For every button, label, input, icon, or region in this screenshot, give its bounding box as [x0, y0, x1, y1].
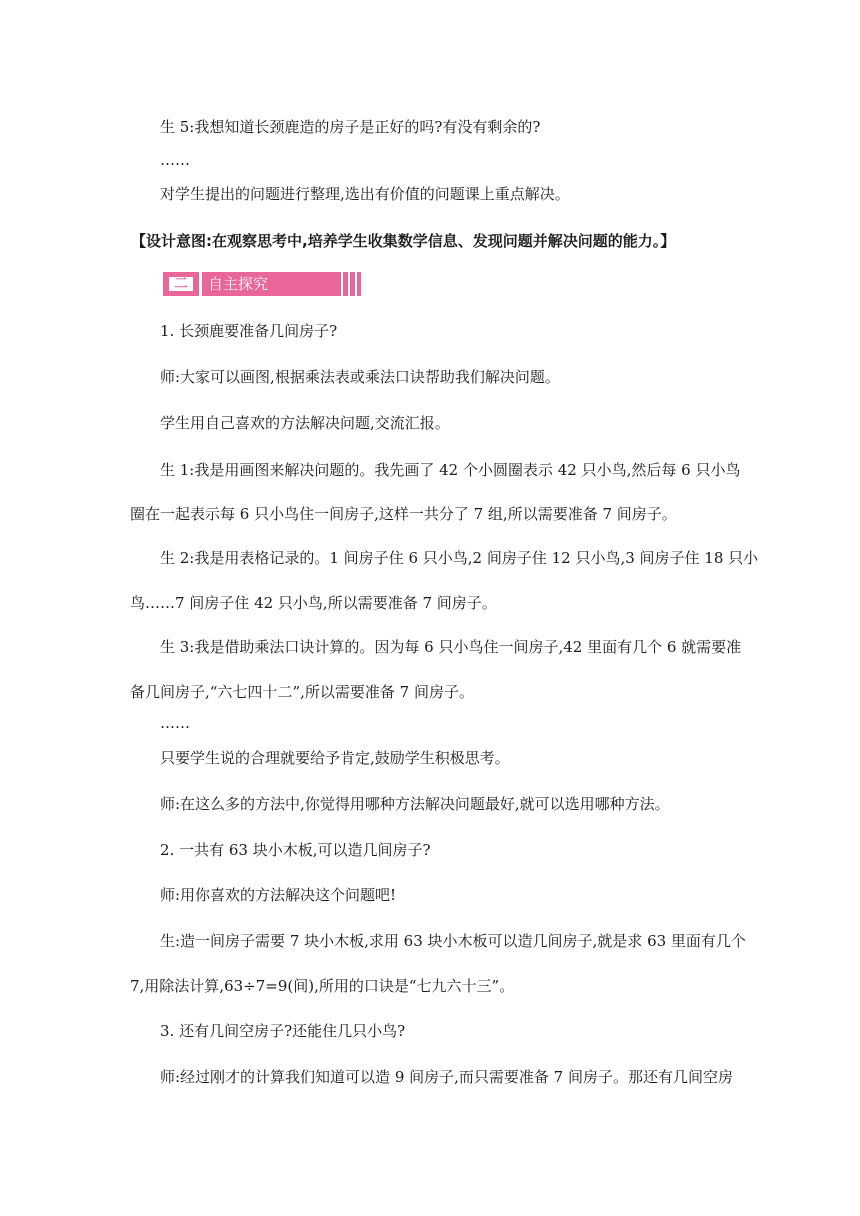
ellipsis: ……: [160, 151, 190, 169]
paragraph-continued: 鸟……7 间房子住 42 只小鸟,所以需要准备 7 间房子。: [130, 594, 497, 612]
paragraph-continued: 7,用除法计算,63÷7=9(间),所用的口诀是“七九六十三”。: [130, 977, 515, 995]
paragraph: 生:造一间房子需要 7 块小木板,求用 63 块小木板可以造几间房子,就是求 63 里面有几个: [160, 932, 746, 950]
paragraph: 只要学生说的合理就要给予肯定,鼓励学生积极思考。: [160, 749, 510, 767]
section-title: 自主探究: [208, 275, 269, 293]
question-heading: 3. 还有几间空房子?还能住几只小鸟?: [160, 1022, 406, 1040]
paragraph: 生 1:我是用画图来解决问题的。我先画了 42 个小圆圈表示 42 只小鸟,然后每 6 只小鸟: [160, 461, 741, 479]
paragraph: 学生用自己喜欢的方法解决问题,交流汇报。: [160, 414, 450, 432]
paragraph-continued: 圈在一起表示每 6 只小鸟住一间房子,这样一共分了 7 组,所以需要准备 7 间房子。: [130, 505, 677, 523]
section-number-box: [163, 272, 199, 296]
paragraph: 生 3:我是借助乘法口诀计算的。因为每 6 只小鸟住一间房子,42 里面有几个 6 就需要准: [160, 638, 742, 656]
section-number: 二: [169, 277, 193, 291]
paragraph: 生 5:我想知道长颈鹿造的房子是正好的吗?有没有剩余的?: [160, 118, 541, 136]
paragraph: 生 2:我是用表格记录的。1 间房子住 6 只小鸟,2 间房子住 12 只小鸟,3 间房子住 18 只小: [160, 549, 759, 567]
paragraph: 师:用你喜欢的方法解决这个问题吧!: [160, 886, 397, 904]
question-heading: 1. 长颈鹿要准备几间房子?: [160, 322, 338, 340]
paragraph: 对学生提出的问题进行整理,选出有价值的问题课上重点解决。: [160, 185, 570, 203]
section-title-bar: [202, 272, 361, 296]
paragraph: 师:大家可以画图,根据乘法表或乘法口诀帮助我们解决问题。: [160, 368, 560, 386]
paragraph-continued: 备几间房子,“六七四十二”,所以需要准备 7 间房子。: [130, 683, 474, 701]
design-intent-note: 【设计意图:在观察思考中,培养学生收集数学信息、发现问题并解决问题的能力。】: [131, 232, 676, 250]
question-heading: 2. 一共有 63 块小木板,可以造几间房子?: [160, 841, 431, 859]
decorative-stripes: [341, 272, 357, 296]
paragraph: 师:经过刚才的计算我们知道可以造 9 间房子,而只需要准备 7 间房子。那还有几间空房: [160, 1068, 733, 1086]
paragraph: 师:在这么多的方法中,你觉得用哪种方法解决问题最好,就可以选用哪种方法。: [160, 795, 670, 813]
section-heading-banner: [163, 272, 361, 296]
ellipsis: ……: [160, 714, 190, 732]
